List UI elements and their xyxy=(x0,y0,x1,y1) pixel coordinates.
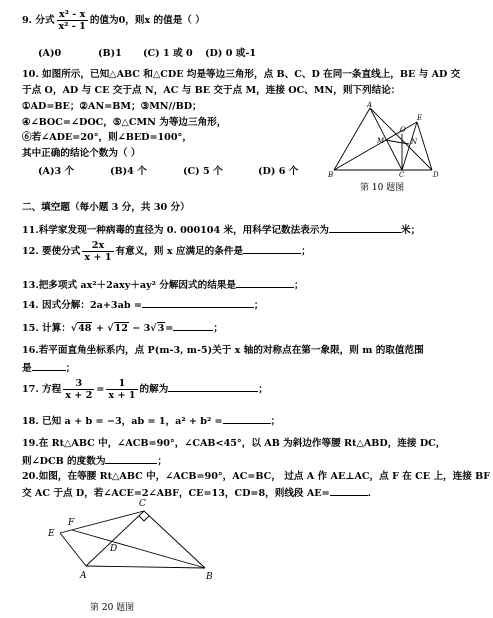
q14-stem: 14. 因式分解：2a+3ab = ； xyxy=(22,297,264,312)
q15-stem: 15. 计算：√48 + √12 − 3√3= ； xyxy=(22,320,223,335)
q10-line-5: ⑥若∠ADE=20°，则∠BED=100°， xyxy=(22,132,192,143)
line-ac xyxy=(370,108,402,170)
section-2-heading: 二、填空题（每小题 3 分，共 30 分） xyxy=(22,202,190,213)
q13-stem: 13.把多项式 ax²＋2axy＋ay² 分解因式的结果是 ； xyxy=(22,277,304,292)
q10-line-1: 10. 如图所示，已知△ABC 和△CDE 均是等边三角形，点 B、C、D 在同一条直线上，BE 与 AD 交 xyxy=(22,69,461,80)
q10-figure xyxy=(320,100,445,178)
q10-option-d: (D) 6 个 xyxy=(258,166,299,177)
q12-answer-blank[interactable] xyxy=(243,243,301,254)
q12-fraction: $\frac{2x}{x + 1}$ xyxy=(84,240,112,263)
right-angle-mark xyxy=(139,516,149,521)
q13-answer-blank[interactable] xyxy=(236,277,294,288)
q10-label-e: E xyxy=(417,114,423,122)
q20-figure-caption: 第 20 题图 xyxy=(90,603,135,613)
q10-figure-caption: 第 10 题图 xyxy=(360,183,405,193)
q10-line-4: ④∠BOC=∠DOC，⑤△CMN 为等边三角形， xyxy=(22,117,227,128)
q10-option-c: (C) 5 个 xyxy=(183,166,223,177)
q10-label-m: M xyxy=(377,137,385,145)
q17-fraction-left: $\frac{3}{x + 2}$ xyxy=(65,378,93,401)
q9-option-a: (A)0 xyxy=(38,48,62,59)
q9-option-b: (B)1 xyxy=(98,48,122,59)
q18-answer-blank[interactable] xyxy=(223,413,271,424)
q20-label-f: F xyxy=(68,518,75,528)
q14-answer-blank[interactable] xyxy=(142,297,254,308)
q10-label-c: C xyxy=(399,171,405,178)
q10-option-a: (A)3 个 xyxy=(38,166,75,177)
q9-option-d: (D) 0 或-1 xyxy=(205,48,257,59)
line-ba xyxy=(334,108,370,170)
q12-stem: 12. 要使分式 $\frac{2x}{x + 1}$ 有意义，则 x 应满足的条件是 ； xyxy=(22,240,311,263)
q10-label-o: O xyxy=(400,126,406,134)
q17-answer-blank[interactable] xyxy=(168,381,258,392)
q9-fraction: $\frac{\text{x² - x}}{\text{x² - 1}}$ xyxy=(58,9,86,32)
q10-line-3: ①AD=BE；②AN=BM；③MN//BD； xyxy=(22,101,202,112)
q16-line-2: 是 ； xyxy=(22,360,75,375)
q20-line-2: 交 AC 于点 D，若∠ACE=2∠ABF，CE=13，CD=8，则线段 AE= . xyxy=(22,485,371,500)
q20-label-e: E xyxy=(48,529,55,539)
q9-option-c: (C) 1 或 0 xyxy=(143,48,193,59)
line-ac xyxy=(86,511,144,566)
q20-label-b: B xyxy=(206,572,213,582)
q11-stem: 11.科学家发现一种病毒的直径为 0. 000104 米，用科学记数法表示为 米； xyxy=(22,222,420,237)
q20-line-1: 20.如图，在等腰 Rt△ABC 中，∠ACB=90°，AC=BC， 过点 A 作 AE⊥AC，点 F 在 CE 上，连接 BF xyxy=(22,471,491,482)
q10-label-b: B xyxy=(328,171,334,178)
q10-line-2: 于点 O，AD 与 CE 交于点 N，AC 与 BE 交于点 M，连接 OC、MN，则下列结论： xyxy=(22,85,401,96)
q10-line-6: 其中正确的结论个数为（ ） xyxy=(22,148,141,159)
q18-stem: 18. 已知 a + b = −3，ab = 1，a² + b² = ； xyxy=(22,413,280,428)
q20-label-d: D xyxy=(110,544,118,554)
q20-answer-blank[interactable] xyxy=(330,485,368,496)
q10-label-d: D xyxy=(433,171,439,178)
q15-answer-blank[interactable] xyxy=(173,320,213,331)
q10-label-a: A xyxy=(367,101,373,109)
q16-line-1: 16.若平面直角坐标系内，点 P(m-3, m-5)关于 x 轴的对称点在第一象限，则 m 的取值范围 xyxy=(22,345,424,356)
q19-line-2: 则∠DCB 的度数为 ； xyxy=(22,453,167,468)
q20-label-a: A xyxy=(80,571,87,581)
q19-line-1: 19.在 Rt△ABC 中，∠ACB=90°，∠CAB<45°，以 AB 为斜边作等腰 Rt△ABD，连接 DC， xyxy=(22,438,446,449)
q20-figure xyxy=(38,495,228,587)
q19-answer-blank[interactable] xyxy=(105,453,157,464)
q20-label-c: C xyxy=(139,499,146,509)
q17-stem: 17. 方程 $\frac{3}{x + 2}$ = $\frac{1}{x + 1}$ 的解为 ； xyxy=(22,378,268,401)
q16-answer-blank[interactable] xyxy=(32,360,66,371)
q10-label-n: N xyxy=(411,138,418,146)
q17-fraction-right: $\frac{1}{x + 1}$ xyxy=(108,378,136,401)
line-ea xyxy=(60,533,86,566)
q9-stem: 9. 分式 $\frac{\text{x² - x}}{\text{x² - 1}}$ 的值为0，则x 的值是（ ） xyxy=(22,9,205,32)
line-ab xyxy=(86,566,205,568)
q10-option-b: (B)4 个 xyxy=(110,166,147,177)
q11-answer-blank[interactable] xyxy=(329,222,401,233)
